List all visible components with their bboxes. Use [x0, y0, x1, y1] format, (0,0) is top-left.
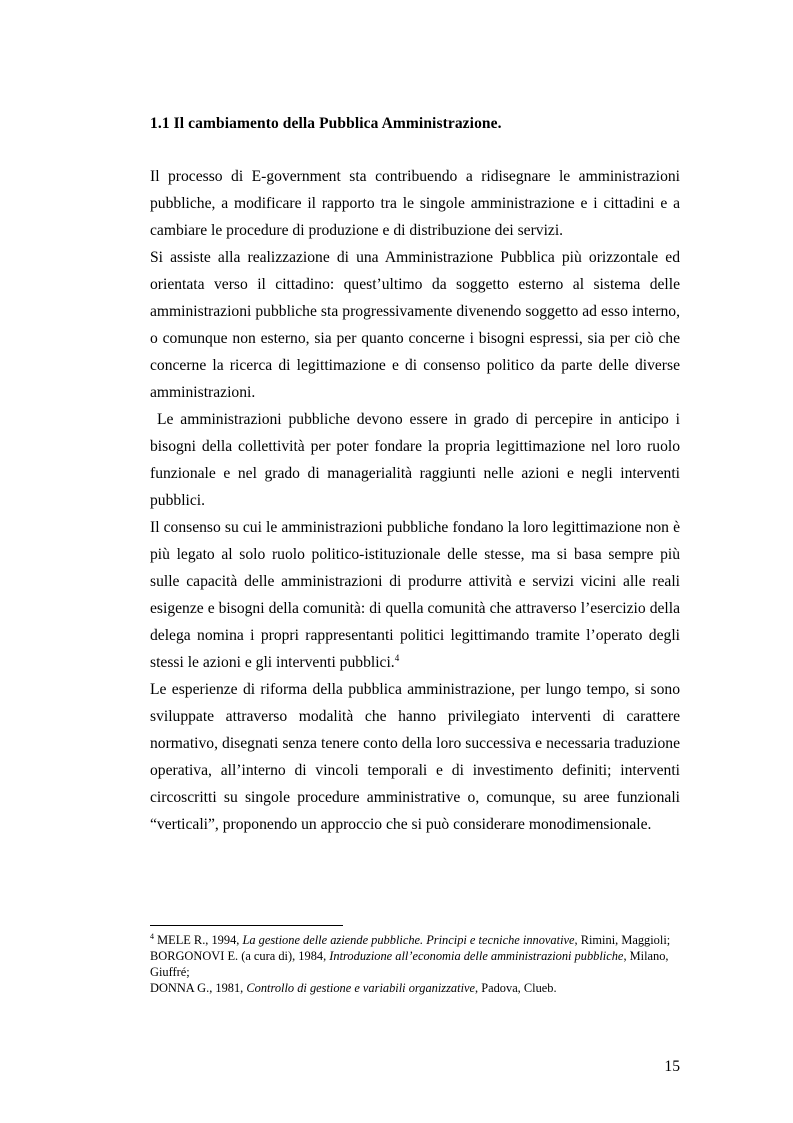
footnote-suffix: , Milano, Giuffré;: [150, 949, 669, 979]
paragraph-text: Il consenso su cui le amministrazioni pubbliche fondano la loro legittimazione non è più legato al solo ruolo politico-istituzionale delle stesse, ma si basa sempre più sulle capacità delle amministrazioni di produrre attività e servizi vicini alle reali esigenze e bisogni della comunità: di quella comunità che attraverso l’esercizio della delega nomina i propri rappresentanti politici legittimando tramite l’operato degli stessi le azioni e gli interventi pubblici.: [150, 519, 680, 671]
footnote-prefix: DONNA G., 1981,: [150, 981, 247, 995]
paragraph: Le esperienze di riforma della pubblica amministrazione, per lungo tempo, si sono sviluppate attraverso modalità che hanno privilegiato interventi di carattere normativo, disegnati senza tenere conto della loro successiva e necessaria traduzione operativa, all’interno di vincoli temporali e di investimento definiti; interventi circoscritti su singole procedure amministrative o, comunque, su aree funzionali “verticali”, proponendo un approccio che si può considerare monodimensionale.: [150, 681, 680, 833]
page-number: 15: [664, 1058, 680, 1075]
footnote-title: La gestione delle aziende pubbliche. Principi e tecniche innovative: [242, 933, 575, 947]
paragraph-text: Le amministrazioni pubbliche devono essere in grado di percepire in anticipo i bisogni della collettività per poter fondare la propria legittimazione nel loro ruolo funzionale e nel grado di managerialità raggiunti nelle azioni e negli interventi pubblici.: [150, 411, 680, 509]
footnote-prefix: BORGONOVI E. (a cura di), 1984,: [150, 949, 330, 963]
footnotes: [150, 932, 680, 996]
section-heading: 1.1 Il cambiamento della Pubblica Amministrazione.: [150, 115, 502, 132]
footnote-entry: [150, 980, 680, 996]
paragraph: [150, 406, 680, 514]
footnote-suffix: , Padova, Clueb.: [475, 981, 557, 995]
footnote-title: Introduzione all’economia delle amministrazioni pubbliche: [329, 949, 624, 963]
body-text: [150, 163, 680, 838]
footnote-prefix: MELE R., 1994,: [157, 933, 243, 947]
footnote-suffix: , Rimini, Maggioli;: [574, 933, 671, 947]
paragraph: [150, 514, 680, 676]
paragraph: Il processo di E-government sta contribuendo a ridisegnare le amministrazioni pubbliche, a modificare il rapporto tra le singole amministrazione e i cittadini e a cambiare le procedure di produzione e di distribuzione dei servizi.: [150, 168, 680, 239]
paragraph: Si assiste alla realizzazione di una Amministrazione Pubblica più orizzontale ed orientata verso il cittadino: quest’ultimo da soggetto esterno al sistema delle amministrazioni pubbliche sta progressivamente divenendo soggetto ad esso interno, o comunque non esterno, sia per quanto concerne i bisogni espressi, sia per ciò che concerne la ricerca di legittimazione e di consenso politico da parte delle diverse amministrazioni.: [150, 249, 680, 401]
footnote-number: 4: [150, 931, 154, 941]
footnote-entry: [150, 932, 680, 948]
footnote-title: Controllo di gestione e variabili organizzative: [246, 981, 476, 995]
footnote-separator: [150, 925, 343, 926]
footnote-entry: [150, 948, 680, 980]
footnote-reference[interactable]: 4: [394, 652, 400, 663]
